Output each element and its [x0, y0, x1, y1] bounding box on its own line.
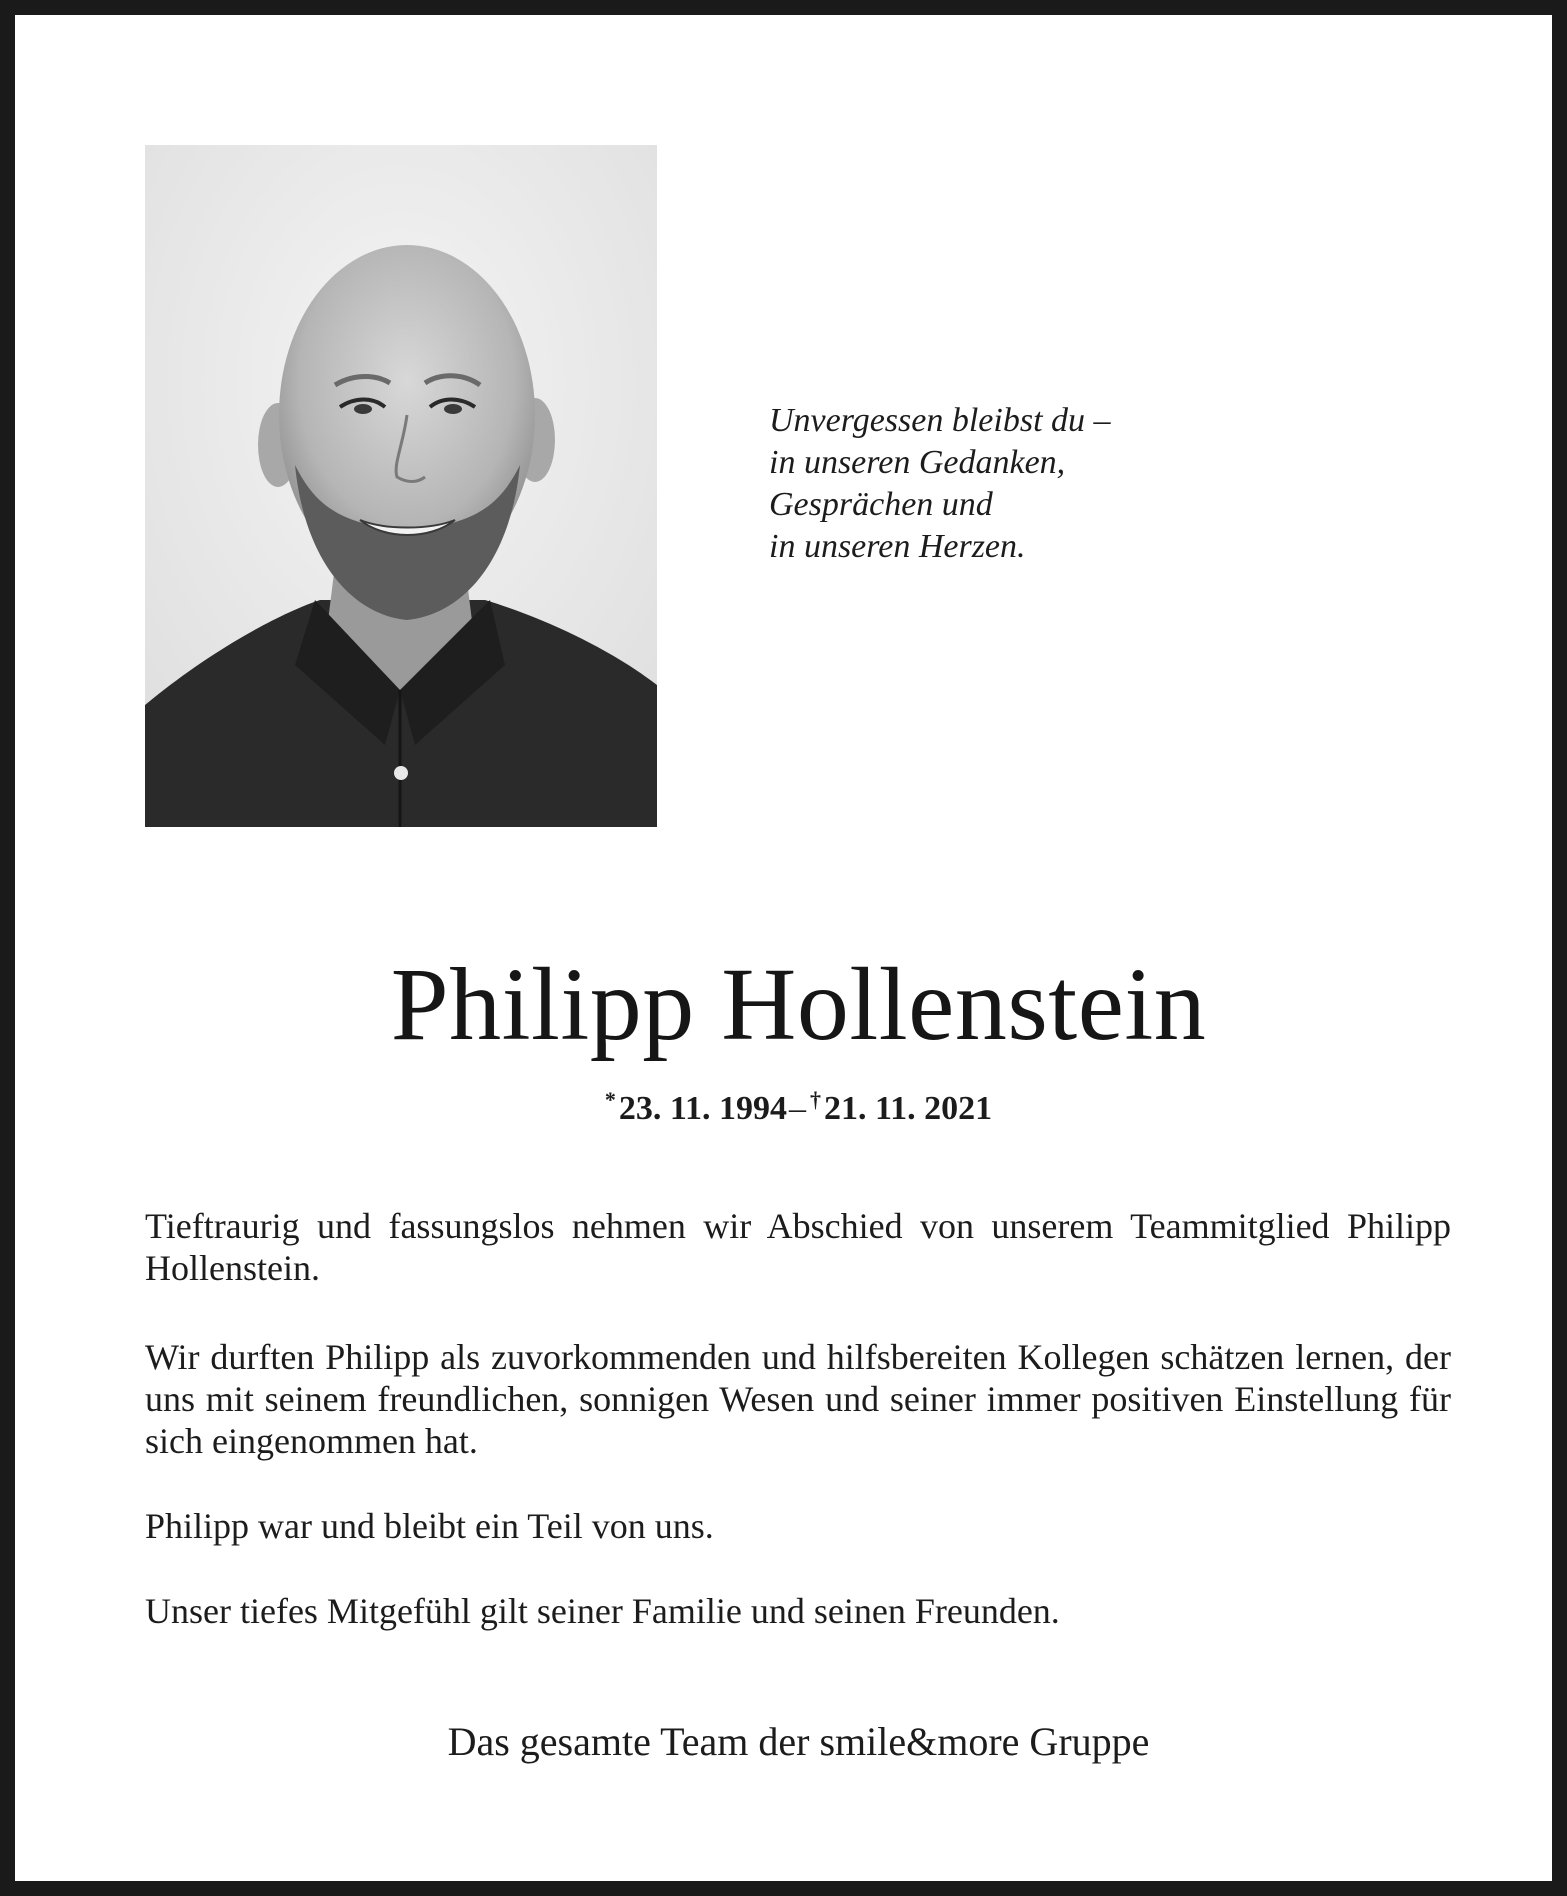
paragraph-tribute: Wir durften Philipp als zuvorkommenden und hilfsbereiten Kollegen schätzen lernen, der uns mit seinem freundlichen, sonnigen Wesen und seiner immer positiven Einstellung für sich eingenommen hat. — [145, 1337, 1451, 1461]
birth-date: 23. 11. 1994 — [618, 1090, 787, 1127]
death-cross-symbol: † — [810, 1087, 821, 1112]
portrait-photo — [145, 145, 657, 827]
motto-line: in unseren Herzen. — [769, 528, 1026, 565]
life-dates — [15, 1078, 1567, 1131]
motto-line: Gesprächen und — [769, 486, 993, 523]
paragraph-condolence: Unser tiefes Mitgefühl gilt seiner Familie und seinen Freunden. — [145, 1591, 1060, 1631]
death-date: 21. 11. 2021 — [824, 1090, 993, 1127]
deceased-name: Philipp Hollenstein — [390, 947, 1207, 1062]
motto-line: in unseren Gedanken, — [769, 444, 1066, 481]
paragraph-remembrance: Philipp war und bleibt ein Teil von uns. — [145, 1506, 714, 1546]
date-separator: – — [789, 1090, 806, 1127]
motto-line: Unvergessen bleibst du – — [769, 402, 1111, 439]
birth-symbol: * — [604, 1087, 616, 1112]
motto-verse — [769, 400, 1111, 568]
signature: Das gesamte Team der smile&more Gruppe — [447, 1719, 1150, 1764]
paragraph-farewell: Tieftraurig und fassungslos nehmen wir Abschied von unserem Teammitglied Philipp Hollenstein. — [145, 1206, 1451, 1288]
